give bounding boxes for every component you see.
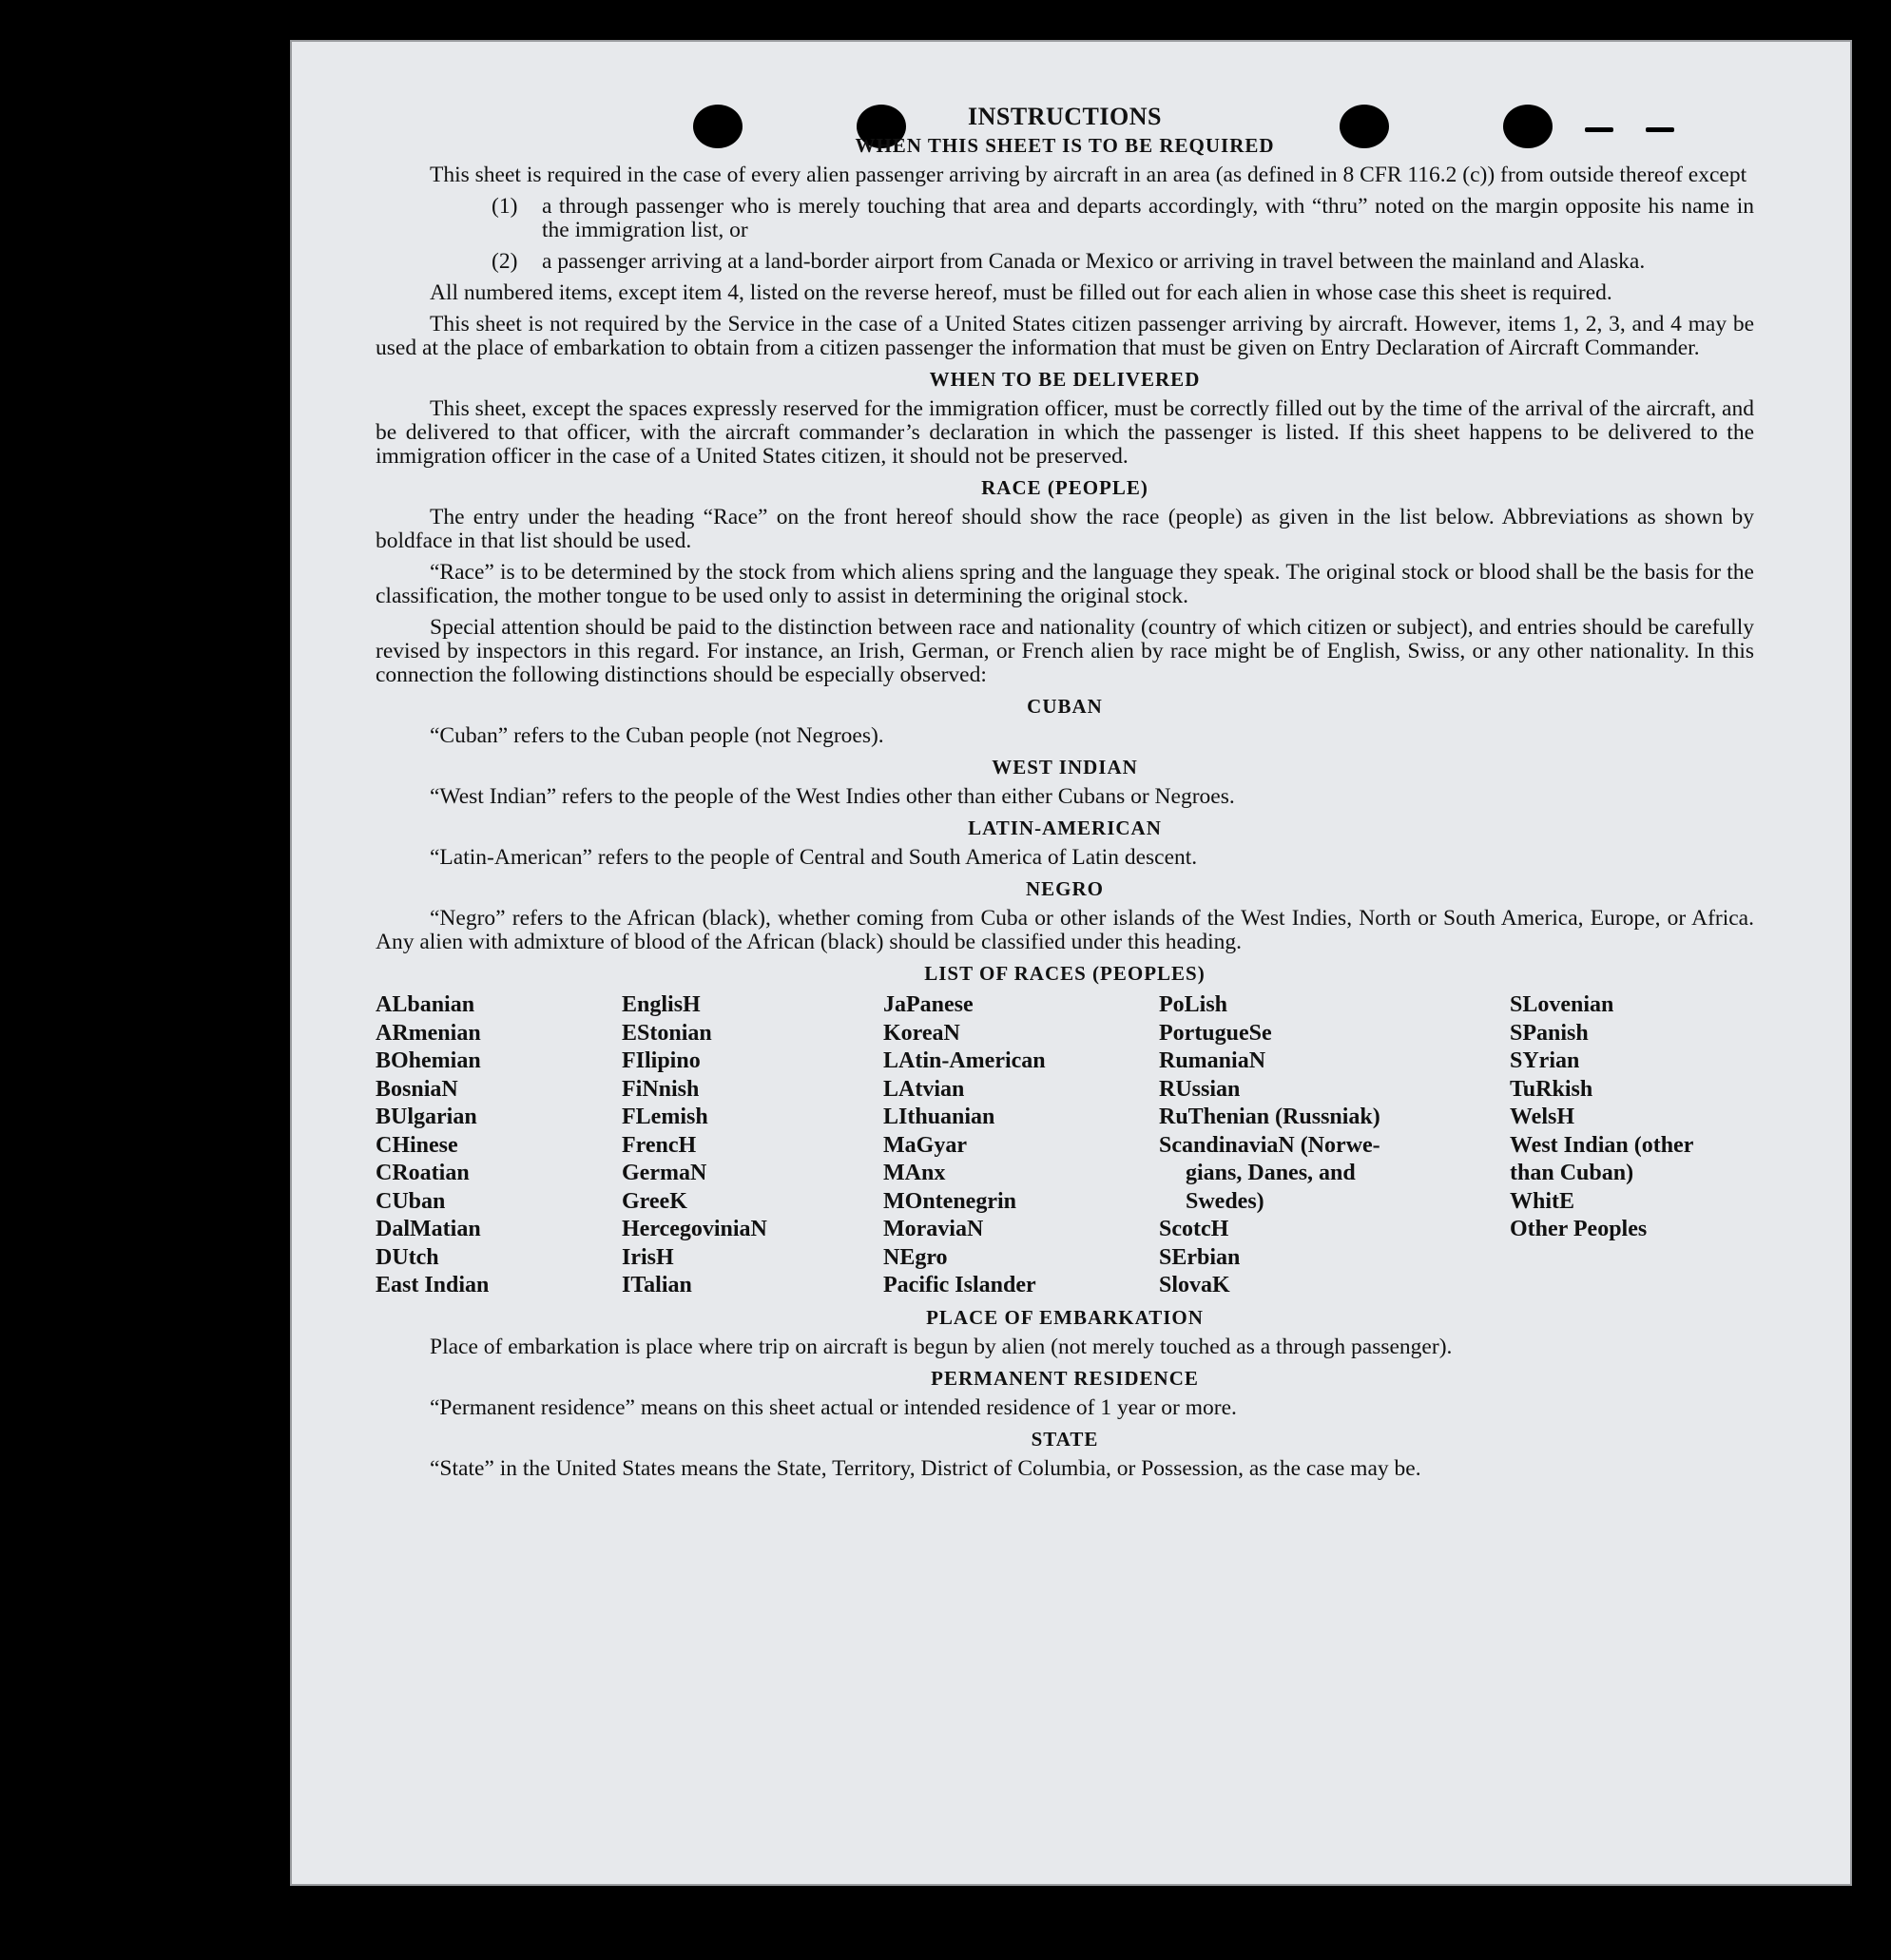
race-entry: MoraviaN bbox=[883, 1217, 984, 1241]
list-item bbox=[376, 195, 1754, 242]
paragraph: Place of embarkation is place where trip on aircraft is begun by alien (not merely touched as a through passenger). bbox=[430, 1334, 1453, 1359]
race-entry: TuRkish bbox=[1510, 1076, 1593, 1102]
race-column bbox=[883, 991, 1159, 1300]
section-heading: PERMANENT RESIDENCE bbox=[931, 1366, 1199, 1390]
race-column bbox=[1159, 991, 1510, 1300]
race-entry: LIthuanian bbox=[883, 1105, 995, 1129]
race-entry: DalMatian bbox=[376, 1217, 481, 1241]
race-entry: SYrian bbox=[1510, 1048, 1580, 1073]
section-heading: PLACE OF EMBARKATION bbox=[926, 1305, 1204, 1329]
race-entry: gians, Danes, and bbox=[1186, 1161, 1356, 1185]
item-text: a passenger arriving at a land-border airport from Canada or Mexico or arriving in travel between the mainland and Alaska. bbox=[542, 249, 1646, 274]
item-number: (2) bbox=[492, 249, 518, 274]
race-entry: BUlgarian bbox=[376, 1105, 477, 1129]
paragraph: “West Indian” refers to the people of the West Indies other than either Cubans or Negroes. bbox=[430, 784, 1235, 809]
race-entry: CRoatian bbox=[376, 1161, 470, 1185]
paragraph: “Latin-American” refers to the people of Central and South America of Latin descent. bbox=[430, 845, 1198, 870]
section-heading: NEGRO bbox=[1025, 877, 1104, 900]
race-entry: WhitE bbox=[1510, 1188, 1575, 1214]
race-entry: FIlipino bbox=[622, 1048, 701, 1073]
paragraph: “Cuban” refers to the Cuban people (not Negroes). bbox=[430, 723, 884, 748]
paragraph: “Permanent residence” means on this sheet actual or intended residence of 1 year or more. bbox=[430, 1394, 1237, 1420]
race-entry: RumaniaN bbox=[1159, 1048, 1266, 1073]
race-entry: PortugueSe bbox=[1159, 1020, 1272, 1046]
race-entry: MaGyar bbox=[883, 1132, 967, 1158]
section-heading: WEST INDIAN bbox=[992, 756, 1138, 778]
page-title: INSTRUCTIONS bbox=[968, 103, 1162, 130]
race-entry: Other Peoples bbox=[1510, 1217, 1648, 1241]
paragraph: “Negro” refers to the African (black), whether coming from Cuba or other islands of the West Indies, North or South America, Europe, or Africa. Any alien with admixture of blood of the African (black) should be classified under this heading. bbox=[376, 906, 1754, 954]
race-entry: IrisH bbox=[622, 1244, 674, 1270]
race-entry: ARmenian bbox=[376, 1020, 481, 1046]
race-entry: GermaN bbox=[622, 1161, 707, 1185]
paragraph: This sheet, except the spaces expressly reserved for the immigration officer, must be correctly filled out by the time of the arrival of the aircraft, and be delivered to that officer, with the aircraft commander’s declaration in which the passenger is listed. If this sheet happens to be delivered to the immigration officer in the case of a United States citizen, it should not be preserved. bbox=[376, 396, 1754, 469]
section-heading: STATE bbox=[1031, 1427, 1099, 1451]
paragraph: All numbered items, except item 4, listed on the reverse hereof, must be filled out for each alien in whose case this sheet is required. bbox=[430, 280, 1612, 305]
race-column bbox=[1510, 991, 1754, 1300]
race-entry: LAtvian bbox=[883, 1076, 965, 1102]
race-entry: EnglisH bbox=[622, 992, 701, 1017]
race-entry: Pacific Islander bbox=[883, 1273, 1036, 1297]
race-entry: EStonian bbox=[622, 1020, 712, 1046]
section-heading: CUBAN bbox=[1027, 695, 1103, 718]
race-column bbox=[376, 991, 622, 1300]
paragraph: Special attention should be paid to the distinction between race and nationality (country of which citizen or subject), and entries should be carefully revised by inspectors in this regard. For instance, an Irish, German, or French alien by race might be of English, Swiss, or any other nationality. In this connection the following distinctions should be especially observed: bbox=[376, 615, 1754, 687]
race-entry: West Indian (other bbox=[1510, 1132, 1694, 1158]
race-entry: BOhemian bbox=[376, 1048, 481, 1073]
paragraph: “State” in the United States means the State, Territory, District of Columbia, or Possession, as the case may be. bbox=[430, 1455, 1421, 1481]
race-entry: PoLish bbox=[1159, 992, 1228, 1017]
race-entry: WelsH bbox=[1510, 1105, 1575, 1129]
section-heading: LIST OF RACES (PEOPLES) bbox=[924, 962, 1206, 985]
section-heading: RACE (PEOPLE) bbox=[981, 476, 1148, 499]
race-entry: ALbanian bbox=[376, 992, 475, 1017]
race-entry: SlovaK bbox=[1159, 1273, 1230, 1297]
paragraph: This sheet is not required by the Service in the case of a United States citizen passenger arriving by aircraft. However, items 1, 2, 3, and 4 may be used at the place of embarkation to obtain from a citizen passenger the information that must be given on Entry Declaration of Aircraft Commander. bbox=[376, 312, 1754, 360]
list-item bbox=[376, 250, 1754, 274]
race-entry: DUtch bbox=[376, 1244, 439, 1270]
paragraph: This sheet is required in the case of every alien passenger arriving by aircraft in an area (as defined in 8 CFR 116.2 (c)) from outside thereof except bbox=[430, 163, 1747, 187]
race-entry: LAtin-American bbox=[883, 1048, 1046, 1073]
race-entry: JaPanese bbox=[883, 992, 974, 1017]
paragraph: “Race” is to be determined by the stock from which aliens spring and the language they speak. The original stock or blood shall be the basis for the classification, the mother tongue to be used only to assist in determining the original stock. bbox=[376, 560, 1754, 608]
race-column bbox=[622, 991, 883, 1300]
race-entry: CHinese bbox=[376, 1132, 458, 1158]
race-entry: HercegoviniaN bbox=[622, 1217, 767, 1241]
race-entry: than Cuban) bbox=[1510, 1161, 1634, 1185]
race-entry: ScotcH bbox=[1159, 1217, 1229, 1241]
race-entry: FLemish bbox=[622, 1105, 708, 1129]
item-text: a through passenger who is merely touching that area and departs accordingly, with “thru” noted on the margin opposite his name in the immigration list, or bbox=[542, 194, 1754, 242]
race-entry: RUssian bbox=[1159, 1076, 1241, 1102]
race-entry: RuThenian (Russniak) bbox=[1159, 1105, 1380, 1129]
race-entry: MOntenegrin bbox=[883, 1188, 1016, 1214]
race-entry: FrencH bbox=[622, 1132, 697, 1158]
race-entry: GreeK bbox=[622, 1188, 687, 1214]
race-entry: SPanish bbox=[1510, 1020, 1589, 1046]
item-number: (1) bbox=[492, 194, 518, 219]
race-entry: SLovenian bbox=[1510, 992, 1614, 1017]
section-heading: WHEN THIS SHEET IS TO BE REQUIRED bbox=[855, 134, 1275, 157]
race-entry: ScandinaviaN (Norwe- bbox=[1159, 1132, 1380, 1158]
race-list bbox=[376, 991, 1754, 1300]
race-entry: SErbian bbox=[1159, 1244, 1241, 1270]
section-heading: WHEN TO BE DELIVERED bbox=[929, 368, 1201, 391]
race-entry: East Indian bbox=[376, 1273, 490, 1297]
race-entry: CUban bbox=[376, 1188, 446, 1214]
paragraph: The entry under the heading “Race” on the front hereof should show the race (people) as given in the list below. Abbreviations as shown by boldface in that list should be used. bbox=[376, 505, 1754, 553]
race-entry: Swedes) bbox=[1186, 1188, 1264, 1214]
race-entry: ITalian bbox=[622, 1273, 692, 1297]
race-entry: NEgro bbox=[883, 1244, 948, 1270]
instructions-content bbox=[376, 103, 1754, 1489]
section-heading: LATIN-AMERICAN bbox=[968, 817, 1162, 839]
race-entry: MAnx bbox=[883, 1161, 946, 1185]
race-entry: KoreaN bbox=[883, 1020, 960, 1046]
race-entry: BosniaN bbox=[376, 1076, 458, 1102]
race-entry: FiNnish bbox=[622, 1076, 700, 1102]
